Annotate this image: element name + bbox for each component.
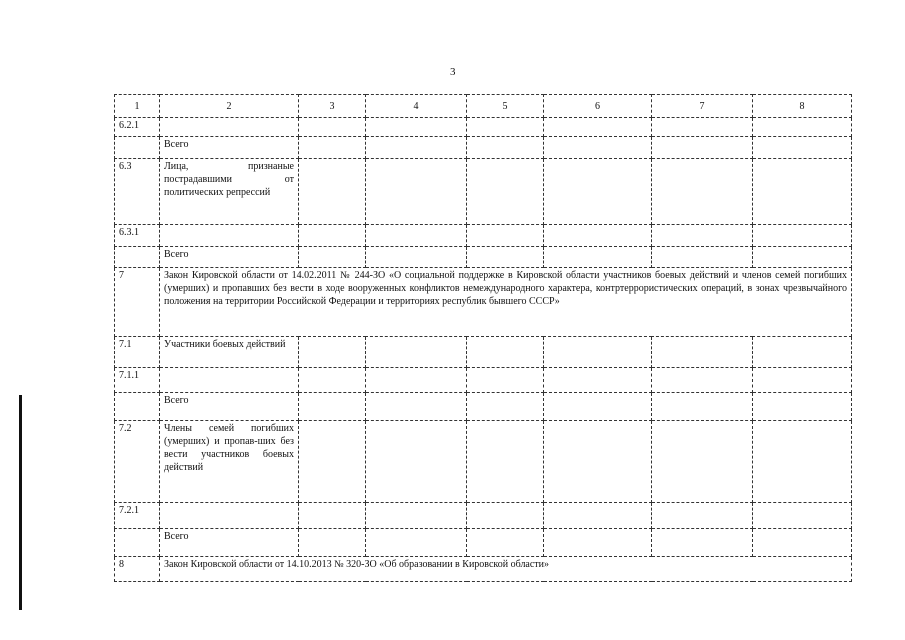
header-row — [115, 95, 852, 118]
row-description: Участники боевых действий — [160, 337, 299, 368]
row-code: 6.2.1 — [115, 118, 160, 137]
header-cell: 8 — [753, 95, 852, 118]
row-code: 6.3 — [115, 159, 160, 225]
table-row — [115, 118, 852, 137]
law-title: Закон Кировской области от 14.02.2011 № 244-ЗО «О социальной поддержке в Кировской области участников боевых действий и членов семей погибших (умерших) и пропавших без вести в ходе вооруженных конфликтов немеждународного характера, контртеррористических операций, в зонах чрезвычайного положения на территории Российской Федерации и территориях республик бывшего СССР» — [160, 268, 852, 337]
table-row — [115, 529, 852, 557]
data-table — [114, 94, 852, 582]
header-cell: 6 — [544, 95, 652, 118]
table-row — [115, 393, 852, 421]
scan-edge-mark — [19, 395, 22, 610]
row-description — [160, 503, 299, 529]
row-description: Лица, признаные пострадавшими от политических репрессий — [160, 159, 299, 225]
row-description — [160, 118, 299, 137]
row-description: Всего — [160, 247, 299, 268]
table-row — [115, 225, 852, 247]
table-row — [115, 557, 852, 582]
row-description: Всего — [160, 529, 299, 557]
row-code — [115, 137, 160, 159]
row-description: Всего — [160, 393, 299, 421]
header-cell: 1 — [115, 95, 160, 118]
row-code: 7.1.1 — [115, 368, 160, 393]
header-cell: 5 — [467, 95, 544, 118]
row-description — [160, 225, 299, 247]
table-row — [115, 268, 852, 337]
header-cell: 4 — [366, 95, 467, 118]
row-code: 7.1 — [115, 337, 160, 368]
row-code — [115, 393, 160, 421]
row-code: 8 — [115, 557, 160, 582]
law-title: Закон Кировской области от 14.10.2013 № 320-ЗО «Об образовании в Кировской области» — [160, 557, 852, 582]
header-cell: 3 — [299, 95, 366, 118]
header-cell: 7 — [652, 95, 753, 118]
table-row — [115, 247, 852, 268]
row-code: 7.2.1 — [115, 503, 160, 529]
page-number: 3 — [450, 66, 456, 78]
table-row — [115, 368, 852, 393]
table-row — [115, 503, 852, 529]
row-description: Всего — [160, 137, 299, 159]
table-row — [115, 421, 852, 503]
row-code — [115, 247, 160, 268]
row-code: 7 — [115, 268, 160, 337]
table-row — [115, 137, 852, 159]
row-description — [160, 368, 299, 393]
row-code: 6.3.1 — [115, 225, 160, 247]
table-row — [115, 159, 852, 225]
row-code: 7.2 — [115, 421, 160, 503]
row-code — [115, 529, 160, 557]
row-description: Члены семей погибших (умерших) и пропав-ших без вести участников боевых действий — [160, 421, 299, 503]
table-row — [115, 337, 852, 368]
header-cell: 2 — [160, 95, 299, 118]
